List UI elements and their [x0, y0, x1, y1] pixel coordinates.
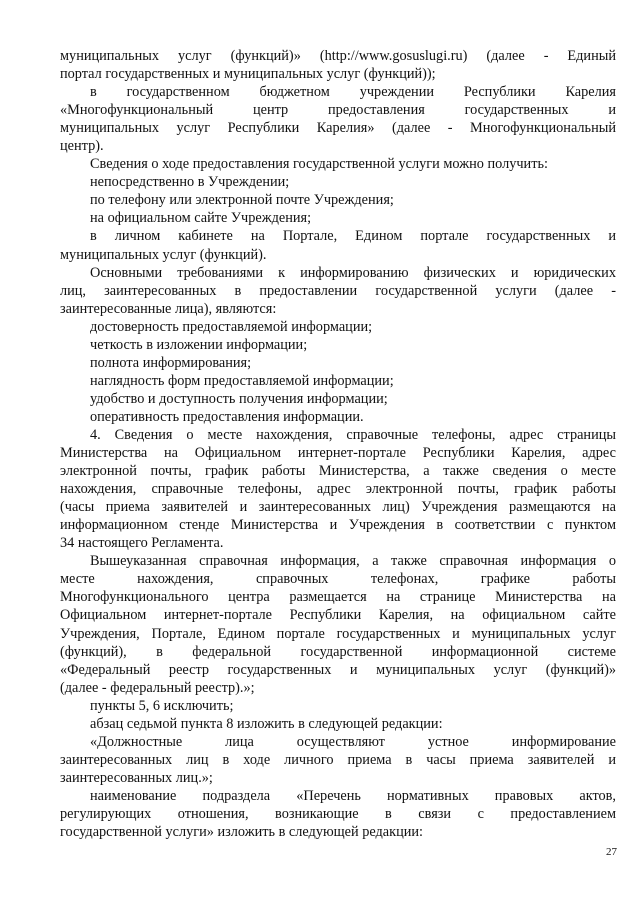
text-line: удобство и доступность получения информации; — [90, 390, 388, 407]
text-line: четкость в изложении информации; — [90, 336, 308, 353]
text-line: регулирующих отношения, возникающие в связи с предоставлением — [60, 805, 616, 822]
text-line: абзац седьмой пункта 8 изложить в следующей редакции: — [90, 715, 443, 732]
text-line: нахождения, справочные телефоны, адрес электронной почты, график работы — [60, 481, 616, 498]
text-line: Сведения о ходе предоставления государственной услуги можно получить: — [90, 156, 548, 173]
text-line: 4. Сведения о месте нахождения, справочные телефоны, адрес страницы — [90, 426, 616, 443]
text-line: месте нахождения, справочных телефонах, графике работы — [60, 571, 616, 588]
text-line: пункты 5, 6 исключить; — [90, 697, 234, 714]
text-line: заинтересованных лиц в ходе личного приема в часы приема заявителей и — [60, 751, 616, 768]
document-body-text — [60, 47, 616, 841]
text-line: Министерства на Официальном интернет-портале Республики Карелия, адрес — [60, 445, 616, 462]
page-number: 27 — [606, 846, 617, 858]
text-line: муниципальных услуг (функций). — [60, 246, 267, 263]
text-line: непосредственно в Учреждении; — [90, 174, 290, 191]
text-line: центр). — [60, 138, 104, 155]
text-line: «Федеральный реестр государственных и муниципальных услуг (функций)» — [60, 661, 616, 678]
text-line: муниципальных услуг Республики Карелия» (далее - Многофункциональный — [60, 120, 616, 137]
text-line: Вышеуказанная справочная информация, а также справочная информация о — [90, 553, 616, 570]
text-line: на официальном сайте Учреждения; — [90, 210, 312, 227]
text-line: в государственном бюджетном учреждении Республики Карелия — [90, 84, 616, 101]
text-line: заинтересованные лица), являются: — [60, 300, 277, 317]
text-line: оперативность предоставления информации. — [90, 408, 364, 425]
text-line: (далее - федеральный реестр).»; — [60, 679, 255, 696]
text-line: «Должностные лица осуществляют устное информирование — [90, 733, 616, 750]
text-line: наглядность форм предоставляемой информации; — [90, 372, 394, 389]
text-line: наименование подраздела «Перечень нормативных правовых актов, — [90, 787, 616, 804]
text-line: электронной почты, график работы Министерства, а также сведения о месте — [60, 463, 616, 480]
text-line: (часы приема заявителей и заинтересованных лиц) Учреждения размещаются на — [60, 499, 616, 516]
text-line: полнота информирования; — [90, 354, 252, 371]
text-line: лиц, заинтересованных в предоставлении государственной услуги (далее - — [60, 282, 616, 299]
text-line: «Многофункциональный центр предоставления государственных и — [60, 102, 616, 119]
text-line: информационном стенде Министерства и Учреждения в соответствии с пунктом — [60, 517, 616, 534]
text-line: Официальном интернет-портале Республики Карелия, на официальном сайте — [60, 607, 616, 624]
text-line: муниципальных услуг (функций)» (http://www.gosuslugi.ru) (далее - Единый — [60, 48, 616, 64]
text-line: государственной услуги» изложить в следующей редакции: — [60, 824, 424, 841]
text-line: заинтересованных лиц.»; — [60, 769, 213, 786]
text-line: (функций), в федеральной государственной информационной системе — [60, 643, 616, 660]
text-line: в личном кабинете на Портале, Едином портале государственных и — [90, 228, 616, 245]
text-line: портал государственных и муниципальных услуг (функций)); — [60, 66, 436, 83]
text-line: Многофункционального центра размещается на странице Министерства на — [60, 589, 616, 606]
text-line: 34 настоящего Регламента. — [60, 535, 224, 552]
text-line: Учреждения, Портале, Едином портале государственных и муниципальных услуг — [60, 625, 616, 642]
text-line: Основными требованиями к информированию физических и юридических — [90, 264, 616, 281]
text-line: по телефону или электронной почте Учреждения; — [90, 192, 394, 209]
text-line: достоверность предоставляемой информации; — [90, 318, 373, 335]
